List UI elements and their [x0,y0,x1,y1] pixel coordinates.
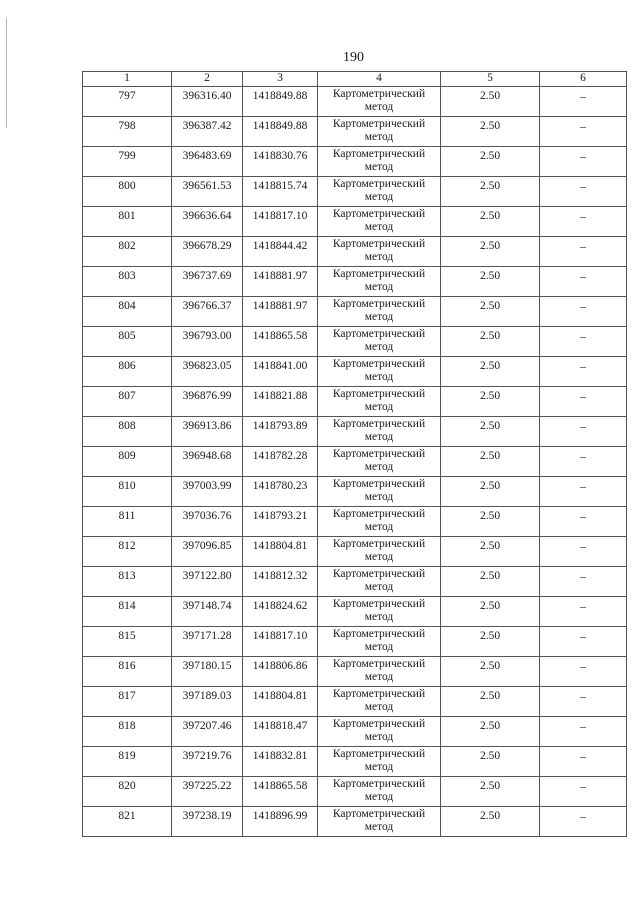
note-cell: – [540,87,627,117]
accuracy-cell: 2.50 [441,297,540,327]
method-cell: Картометрический метод [318,177,441,207]
x-coordinate-cell: 397171.28 [172,627,243,657]
x-coordinate-cell: 397219.76 [172,747,243,777]
table-row [83,177,627,207]
method-cell: Картометрический метод [318,537,441,567]
method-cell: Картометрический метод [318,507,441,537]
x-coordinate-cell: 397238.19 [172,807,243,837]
point-number-cell: 820 [83,777,172,807]
method-cell: Картометрический метод [318,477,441,507]
y-coordinate-cell: 1418793.21 [243,507,318,537]
table-row [83,297,627,327]
y-coordinate-cell: 1418849.88 [243,117,318,147]
point-number-cell: 818 [83,717,172,747]
point-number-cell: 814 [83,597,172,627]
note-cell: – [540,747,627,777]
y-coordinate-cell: 1418865.58 [243,777,318,807]
y-coordinate-cell: 1418817.10 [243,207,318,237]
method-cell: Картометрический метод [318,657,441,687]
y-coordinate-cell: 1418881.97 [243,267,318,297]
table-row [83,537,627,567]
y-coordinate-cell: 1418881.97 [243,297,318,327]
table-row [83,567,627,597]
y-coordinate-cell: 1418832.81 [243,747,318,777]
table-row [83,147,627,177]
table-row [83,387,627,417]
accuracy-cell: 2.50 [441,687,540,717]
note-cell: – [540,357,627,387]
method-cell: Картометрический метод [318,777,441,807]
coordinates-table [82,71,627,837]
note-cell: – [540,657,627,687]
point-number-cell: 821 [83,807,172,837]
method-cell: Картометрический метод [318,447,441,477]
scan-margin-line [6,18,7,128]
method-cell: Картометрический метод [318,147,441,177]
y-coordinate-cell: 1418804.81 [243,687,318,717]
x-coordinate-cell: 396823.05 [172,357,243,387]
accuracy-cell: 2.50 [441,267,540,297]
table-row [83,357,627,387]
header-row [83,72,627,87]
y-coordinate-cell: 1418841.00 [243,357,318,387]
y-coordinate-cell: 1418793.89 [243,417,318,447]
accuracy-cell: 2.50 [441,117,540,147]
y-coordinate-cell: 1418817.10 [243,627,318,657]
x-coordinate-cell: 396316.40 [172,87,243,117]
method-cell: Картометрический метод [318,87,441,117]
note-cell: – [540,267,627,297]
method-cell: Картометрический метод [318,117,441,147]
note-cell: – [540,687,627,717]
x-coordinate-cell: 397207.46 [172,717,243,747]
point-number-cell: 801 [83,207,172,237]
y-coordinate-cell: 1418818.47 [243,717,318,747]
method-cell: Картометрический метод [318,567,441,597]
accuracy-cell: 2.50 [441,597,540,627]
accuracy-cell: 2.50 [441,207,540,237]
note-cell: – [540,507,627,537]
y-coordinate-cell: 1418865.58 [243,327,318,357]
point-number-cell: 815 [83,627,172,657]
accuracy-cell: 2.50 [441,717,540,747]
point-number-cell: 817 [83,687,172,717]
x-coordinate-cell: 397189.03 [172,687,243,717]
accuracy-cell: 2.50 [441,747,540,777]
table-row [83,87,627,117]
accuracy-cell: 2.50 [441,417,540,447]
note-cell: – [540,777,627,807]
y-coordinate-cell: 1418782.28 [243,447,318,477]
y-coordinate-cell: 1418896.99 [243,807,318,837]
y-coordinate-cell: 1418812.32 [243,567,318,597]
x-coordinate-cell: 396913.86 [172,417,243,447]
note-cell: – [540,147,627,177]
note-cell: – [540,627,627,657]
table-header [83,72,627,87]
x-coordinate-cell: 396483.69 [172,147,243,177]
note-cell: – [540,237,627,267]
point-number-cell: 812 [83,537,172,567]
note-cell: – [540,537,627,567]
accuracy-cell: 2.50 [441,447,540,477]
note-cell: – [540,327,627,357]
table-row [83,777,627,807]
point-number-cell: 804 [83,297,172,327]
point-number-cell: 798 [83,117,172,147]
accuracy-cell: 2.50 [441,657,540,687]
table-body [83,87,627,837]
x-coordinate-cell: 397036.76 [172,507,243,537]
x-coordinate-cell: 397148.74 [172,597,243,627]
y-coordinate-cell: 1418844.42 [243,237,318,267]
note-cell: – [540,717,627,747]
point-number-cell: 802 [83,237,172,267]
note-cell: – [540,417,627,447]
note-cell: – [540,597,627,627]
note-cell: – [540,117,627,147]
note-cell: – [540,567,627,597]
note-cell: – [540,447,627,477]
method-cell: Картометрический метод [318,267,441,297]
point-number-cell: 806 [83,357,172,387]
column-header-4: 4 [318,72,441,87]
column-header-2: 2 [172,72,243,87]
x-coordinate-cell: 396876.99 [172,387,243,417]
point-number-cell: 800 [83,177,172,207]
point-number-cell: 799 [83,147,172,177]
table-row [83,477,627,507]
note-cell: – [540,207,627,237]
x-coordinate-cell: 396636.64 [172,207,243,237]
x-coordinate-cell: 397225.22 [172,777,243,807]
method-cell: Картометрический метод [318,237,441,267]
point-number-cell: 797 [83,87,172,117]
page-number: 190 [343,50,364,65]
y-coordinate-cell: 1418849.88 [243,87,318,117]
accuracy-cell: 2.50 [441,507,540,537]
point-number-cell: 805 [83,327,172,357]
method-cell: Картометрический метод [318,297,441,327]
x-coordinate-cell: 396766.37 [172,297,243,327]
method-cell: Картометрический метод [318,387,441,417]
table-row [83,417,627,447]
column-header-3: 3 [243,72,318,87]
x-coordinate-cell: 397096.85 [172,537,243,567]
table-row [83,327,627,357]
table-row [83,447,627,477]
point-number-cell: 809 [83,447,172,477]
note-cell: – [540,387,627,417]
point-number-cell: 813 [83,567,172,597]
table-row [83,657,627,687]
column-header-1: 1 [83,72,172,87]
table-row [83,717,627,747]
y-coordinate-cell: 1418824.62 [243,597,318,627]
table-row [83,267,627,297]
point-number-cell: 816 [83,657,172,687]
y-coordinate-cell: 1418780.23 [243,477,318,507]
method-cell: Картометрический метод [318,807,441,837]
note-cell: – [540,477,627,507]
point-number-cell: 808 [83,417,172,447]
table-row [83,507,627,537]
x-coordinate-cell: 396737.69 [172,267,243,297]
method-cell: Картометрический метод [318,627,441,657]
note-cell: – [540,297,627,327]
table-row [83,687,627,717]
accuracy-cell: 2.50 [441,567,540,597]
accuracy-cell: 2.50 [441,777,540,807]
table-row [83,207,627,237]
accuracy-cell: 2.50 [441,627,540,657]
table-row [83,747,627,777]
y-coordinate-cell: 1418815.74 [243,177,318,207]
table-row [83,807,627,837]
x-coordinate-cell: 396948.68 [172,447,243,477]
point-number-cell: 811 [83,507,172,537]
x-coordinate-cell: 397122.80 [172,567,243,597]
y-coordinate-cell: 1418830.76 [243,147,318,177]
point-number-cell: 810 [83,477,172,507]
accuracy-cell: 2.50 [441,237,540,267]
x-coordinate-cell: 396387.42 [172,117,243,147]
note-cell: – [540,807,627,837]
table-row [83,597,627,627]
accuracy-cell: 2.50 [441,327,540,357]
accuracy-cell: 2.50 [441,177,540,207]
point-number-cell: 819 [83,747,172,777]
y-coordinate-cell: 1418821.88 [243,387,318,417]
method-cell: Картометрический метод [318,747,441,777]
x-coordinate-cell: 396561.53 [172,177,243,207]
accuracy-cell: 2.50 [441,537,540,567]
table-row [83,117,627,147]
column-header-6: 6 [540,72,627,87]
accuracy-cell: 2.50 [441,387,540,417]
y-coordinate-cell: 1418806.86 [243,657,318,687]
accuracy-cell: 2.50 [441,477,540,507]
accuracy-cell: 2.50 [441,87,540,117]
x-coordinate-cell: 396678.29 [172,237,243,267]
table-row [83,627,627,657]
method-cell: Картометрический метод [318,597,441,627]
x-coordinate-cell: 397180.15 [172,657,243,687]
method-cell: Картометрический метод [318,327,441,357]
method-cell: Картометрический метод [318,417,441,447]
accuracy-cell: 2.50 [441,357,540,387]
accuracy-cell: 2.50 [441,807,540,837]
method-cell: Картометрический метод [318,207,441,237]
y-coordinate-cell: 1418804.81 [243,537,318,567]
column-header-5: 5 [441,72,540,87]
table-row [83,237,627,267]
x-coordinate-cell: 397003.99 [172,477,243,507]
note-cell: – [540,177,627,207]
method-cell: Картометрический метод [318,357,441,387]
accuracy-cell: 2.50 [441,147,540,177]
x-coordinate-cell: 396793.00 [172,327,243,357]
method-cell: Картометрический метод [318,717,441,747]
method-cell: Картометрический метод [318,687,441,717]
point-number-cell: 807 [83,387,172,417]
point-number-cell: 803 [83,267,172,297]
